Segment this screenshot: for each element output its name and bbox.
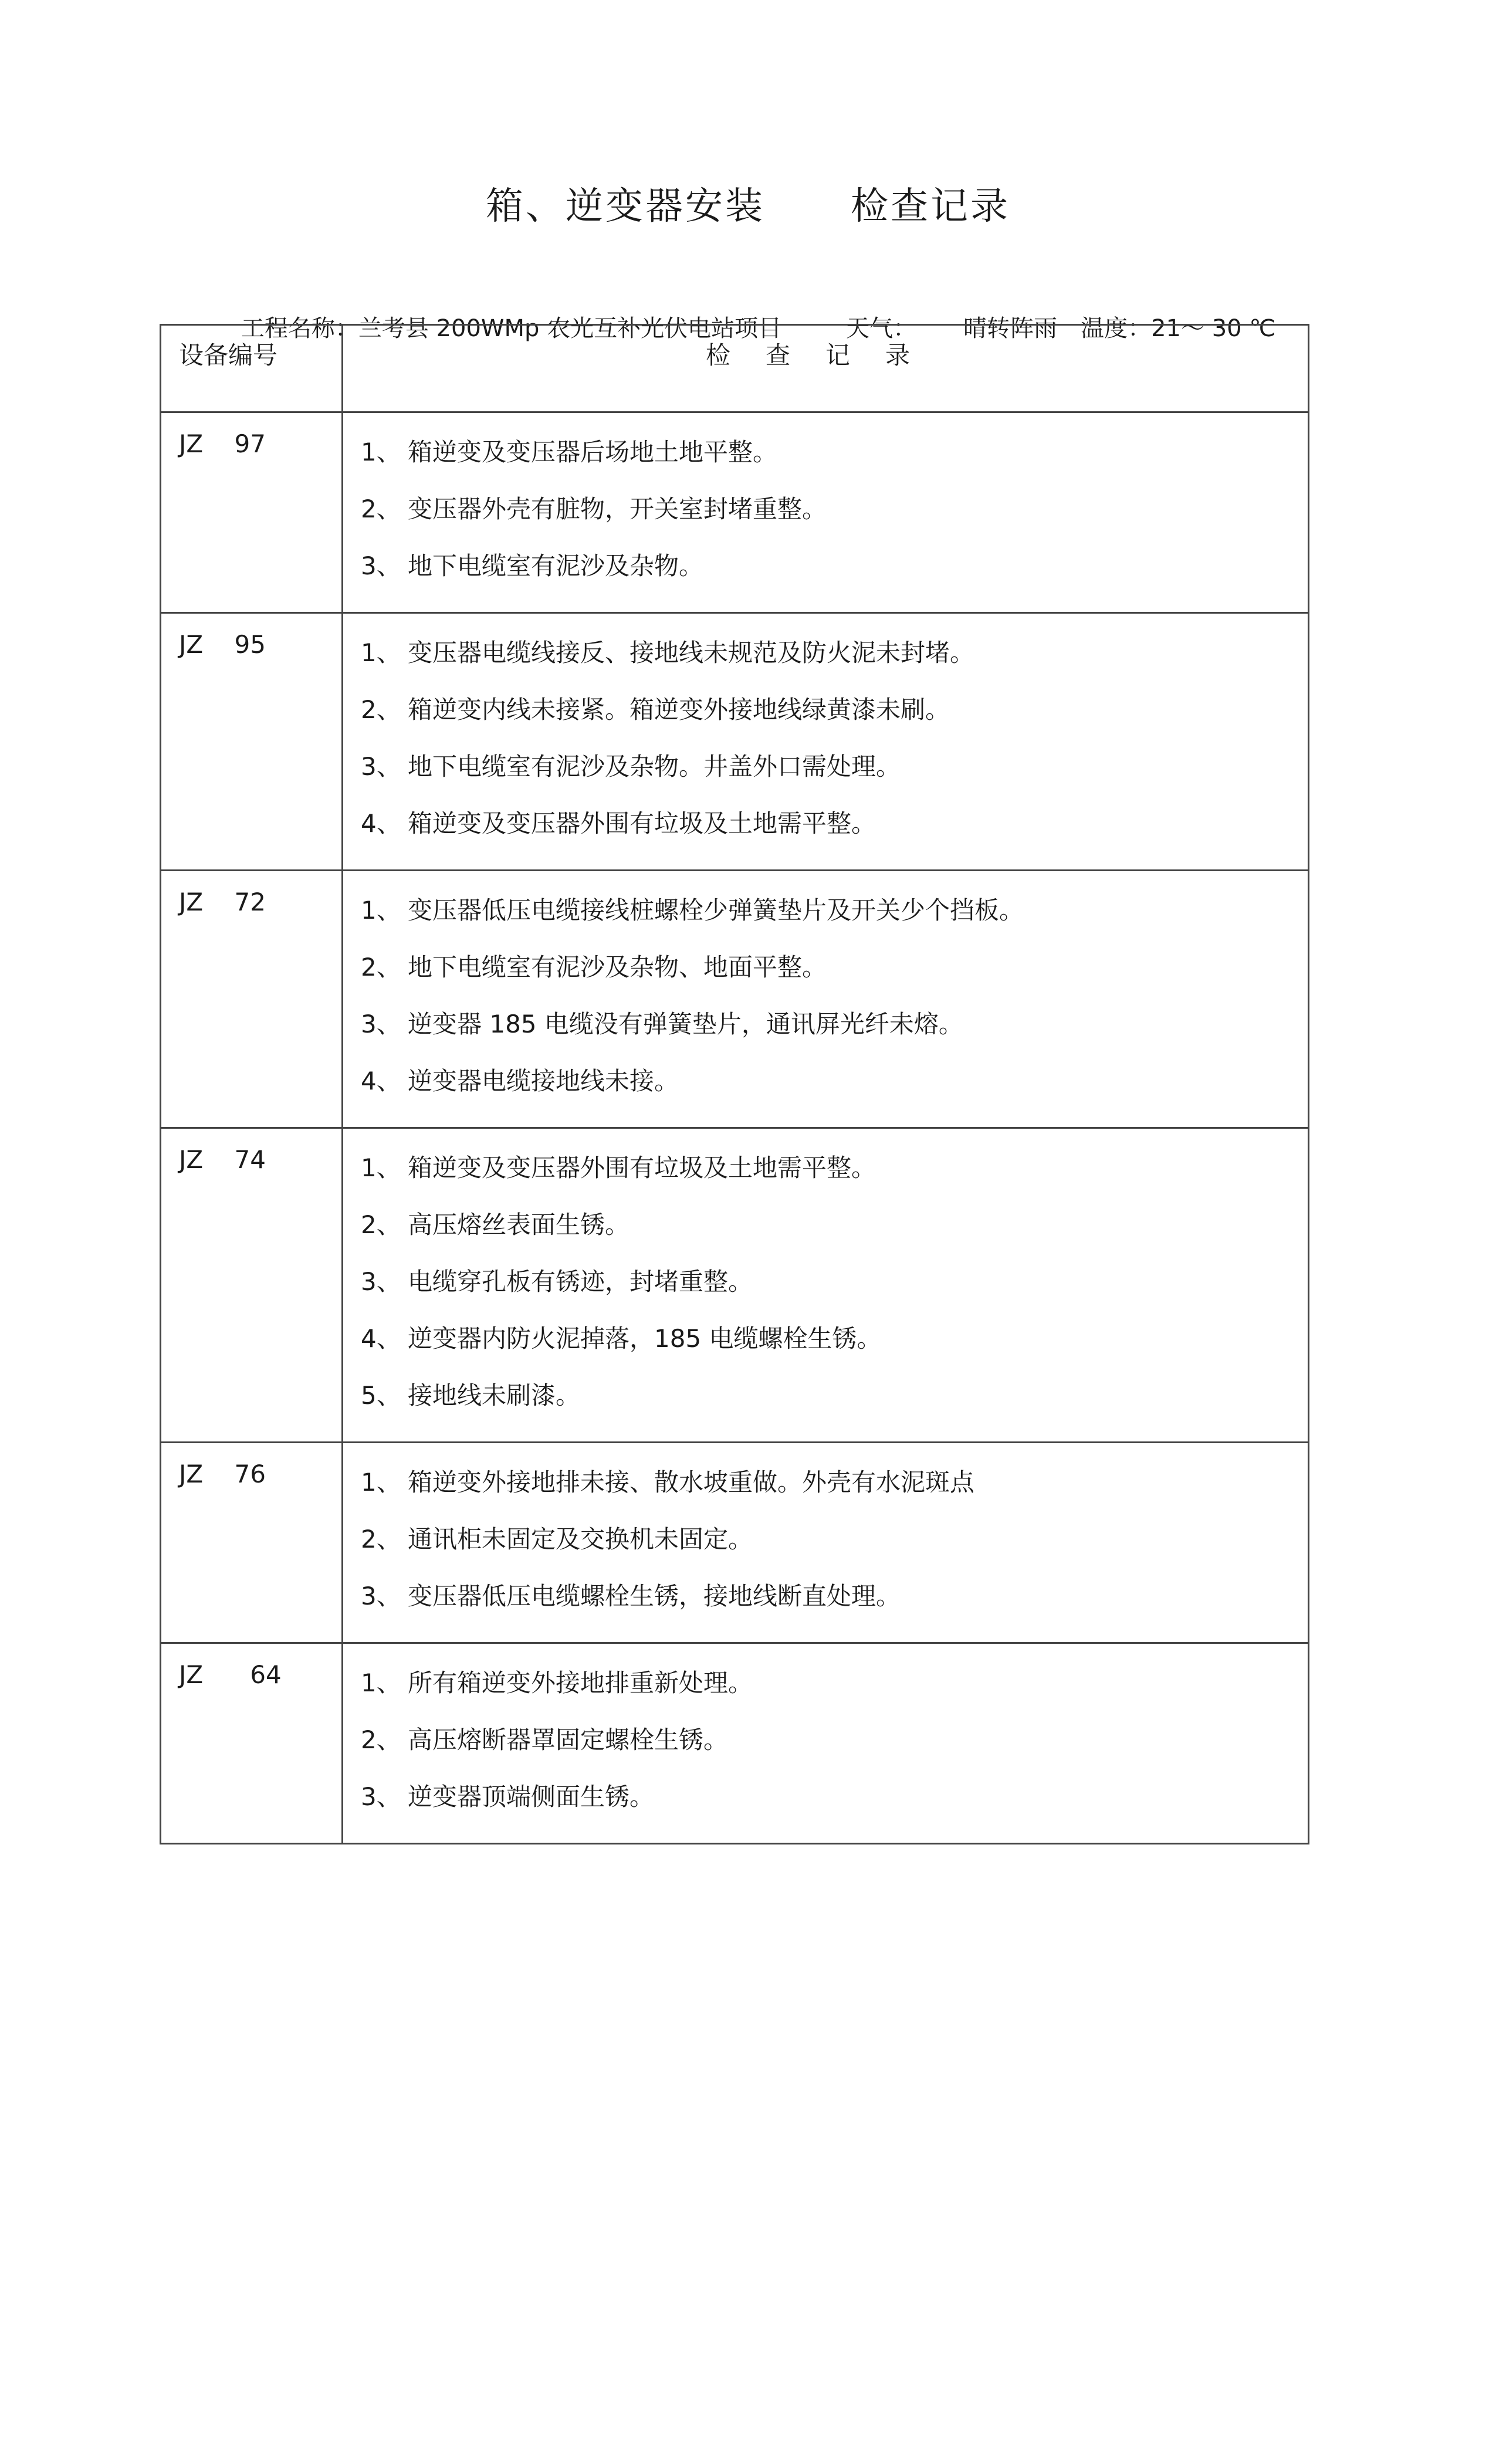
table-row	[161, 412, 1309, 613]
table-body	[161, 412, 1309, 1844]
inspection-item	[361, 537, 1308, 594]
inspection-item	[361, 795, 1308, 852]
item-number: 3、	[361, 1782, 401, 1811]
item-number: 1、	[361, 1468, 401, 1497]
inspection-items-cell	[343, 1443, 1309, 1643]
device-id-cell: JZ 72	[161, 871, 343, 1128]
inspection-item	[361, 1654, 1308, 1711]
item-text: 所有箱逆变外接地排重新处理。	[408, 1668, 753, 1697]
item-number: 3、	[361, 752, 401, 781]
inspection-record-table	[160, 324, 1309, 1844]
inspection-item	[361, 1711, 1308, 1768]
item-number: 2、	[361, 953, 401, 981]
item-text: 电缆穿孔板有锈迹，封堵重整。	[408, 1267, 753, 1296]
inspection-item	[361, 424, 1308, 480]
table-header-row	[161, 325, 1309, 412]
item-text: 通讯柜未固定及交换机未固定。	[408, 1525, 753, 1553]
item-text: 逆变器内防火泥掉落，185 电缆螺栓生锈。	[408, 1324, 882, 1353]
item-number: 3、	[361, 1010, 401, 1038]
item-number: 2、	[361, 1525, 401, 1553]
project-label: 工程名称：	[241, 315, 358, 342]
inspection-item	[361, 1454, 1308, 1511]
inspection-item	[361, 1253, 1308, 1310]
inspection-item	[361, 1511, 1308, 1568]
item-text: 接地线未刷漆。	[408, 1381, 581, 1410]
item-number: 1、	[361, 438, 401, 466]
inspection-item	[361, 1768, 1308, 1825]
item-text: 箱逆变外接地排未接、散水坡重做。外壳有水泥斑点	[408, 1468, 975, 1497]
item-text: 变压器低压电缆接线桩螺栓少弹簧垫片及开关少个挡板。	[408, 896, 1024, 925]
table-row	[161, 871, 1309, 1128]
item-number: 1、	[361, 638, 401, 667]
project-name: 兰考县 200WMp 农光互补光伏电站项目	[358, 315, 782, 342]
inspection-items-cell	[343, 412, 1309, 613]
item-number: 3、	[361, 551, 401, 580]
item-text: 地下电缆室有泥沙及杂物、地面平整。	[408, 953, 827, 981]
inspection-items-cell	[343, 871, 1309, 1128]
temperature-value: 21～ 30 ℃	[1151, 315, 1276, 342]
inspection-item	[361, 1196, 1308, 1253]
item-text: 变压器低压电缆螺栓生锈，接地线断直处理。	[408, 1582, 901, 1610]
inspection-item	[361, 681, 1308, 738]
device-id-cell: JZ 95	[161, 613, 343, 871]
header-device-id: 设备编号	[161, 325, 343, 412]
item-text: 逆变器顶端侧面生锈。	[408, 1782, 655, 1811]
device-id-cell: JZ 76	[161, 1443, 343, 1643]
item-text: 逆变器 185 电缆没有弹簧垫片，通讯屏光纤未熔。	[408, 1010, 963, 1038]
item-number: 1、	[361, 1668, 401, 1697]
item-number: 3、	[361, 1582, 401, 1610]
item-text: 箱逆变及变压器外围有垃圾及土地需平整。	[408, 1153, 876, 1182]
item-number: 3、	[361, 1267, 401, 1296]
inspection-item	[361, 1568, 1308, 1624]
inspection-item	[361, 1310, 1308, 1367]
inspection-item	[361, 882, 1308, 939]
header-inspection-record: 检查记录	[343, 325, 1309, 412]
inspection-item	[361, 939, 1308, 996]
inspection-items-cell	[343, 1128, 1309, 1443]
item-text: 地下电缆室有泥沙及杂物。	[408, 551, 704, 580]
item-number: 2、	[361, 1725, 401, 1754]
item-number: 4、	[361, 1067, 401, 1095]
item-number: 5、	[361, 1381, 401, 1410]
weather-label: 天气：	[846, 315, 917, 342]
item-number: 1、	[361, 1153, 401, 1182]
item-text: 逆变器电缆接地线未接。	[408, 1067, 679, 1095]
inspection-item	[361, 1139, 1308, 1196]
item-number: 4、	[361, 809, 401, 838]
item-text: 箱逆变及变压器外围有垃圾及土地需平整。	[408, 809, 876, 838]
item-text: 箱逆变内线未接紧。箱逆变外接地线绿黄漆未刷。	[408, 695, 950, 724]
item-number: 1、	[361, 896, 401, 925]
item-text: 高压熔丝表面生锈。	[408, 1210, 630, 1239]
weather-value: 晴转阵雨	[963, 315, 1058, 342]
inspection-items-cell	[343, 1643, 1309, 1844]
table-row	[161, 1443, 1309, 1643]
inspection-item	[361, 1367, 1308, 1424]
item-number: 4、	[361, 1324, 401, 1353]
inspection-item	[361, 624, 1308, 681]
inspection-item	[361, 738, 1308, 795]
item-number: 2、	[361, 1210, 401, 1239]
inspection-item	[361, 1052, 1308, 1109]
inspection-items-cell	[343, 613, 1309, 871]
temperature-label: 温度：	[1081, 315, 1152, 342]
item-number: 2、	[361, 495, 401, 523]
inspection-item	[361, 480, 1308, 537]
device-id-cell: JZ 74	[161, 1128, 343, 1443]
table-row	[161, 613, 1309, 871]
device-id-cell: JZ 64	[161, 1643, 343, 1844]
table-row	[161, 1128, 1309, 1443]
device-id-cell: JZ 97	[161, 412, 343, 613]
document-title: 箱、逆变器安装 检查记录	[485, 185, 1011, 228]
inspection-item	[361, 996, 1308, 1052]
item-number: 2、	[361, 695, 401, 724]
item-text: 箱逆变及变压器后场地土地平整。	[408, 438, 778, 466]
item-text: 高压熔断器罩固定螺栓生锈。	[408, 1725, 729, 1754]
item-text: 变压器外壳有脏物，开关室封堵重整。	[408, 495, 827, 523]
item-text: 地下电缆室有泥沙及杂物。井盖外口需处理。	[408, 752, 901, 781]
item-text: 变压器电缆线接反、接地线未规范及防火泥未封堵。	[408, 638, 975, 667]
table-row	[161, 1643, 1309, 1844]
